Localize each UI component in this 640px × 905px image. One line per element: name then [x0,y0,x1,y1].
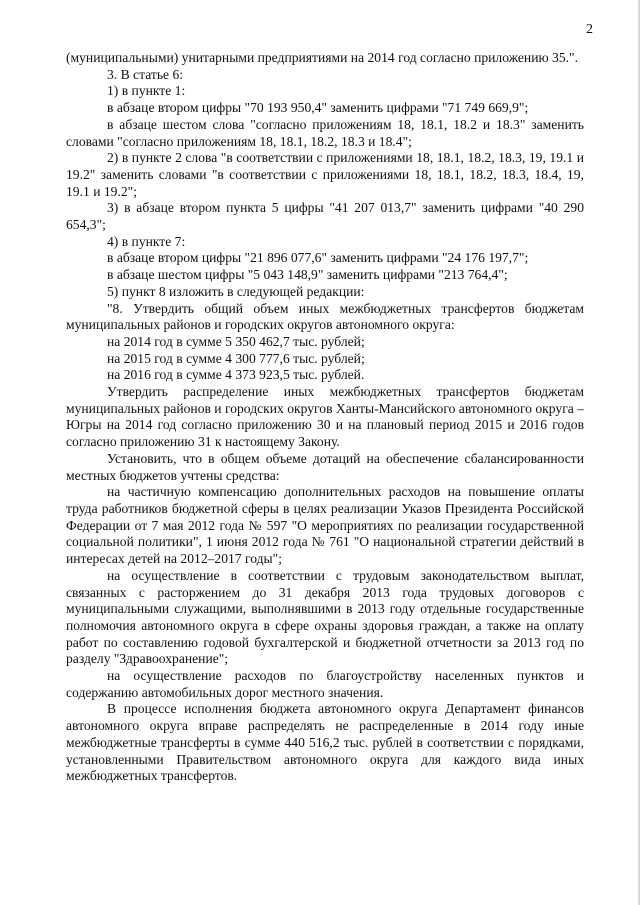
paragraph: 3. В статье 6: [107,66,184,82]
paragraph: "8. Утвердить общий объем иных межбюджетных трансфертов бюджетам муниципальных районов и городских округов автономного округа: [66,300,584,333]
paragraph: 5) пункт 8 изложить в следующей редакции: [107,283,365,299]
paragraph: В процессе исполнения бюджета автономного округа Департамент финансов автономного округа вправе распределять не распределенные в 2014 году иные межбюджетные трансферты в сумме 440 516,2 тыс. рублей в соответствии с порядками, установленными Правительством автономного округа для каждого вида иных межбюджетных трансфертов. [66,701,584,784]
paragraph: на осуществление в соответствии с трудовым законодательством выплат, связанных с расторжением до 31 декабря 2013 года трудовых договоров с муниципальными служащими, выполнявшими в 2013 году отдельные государственные полномочия автономного округа в сфере охраны здоровья граждан, а также на оплату работ по составлению годовой бухгалтерской и бюджетной отчетности за 2013 год по разделу "Здравоохранение"; [66,567,584,667]
paragraph: на 2016 год в сумме 4 373 923,5 тыс. рублей. [107,367,365,383]
paragraph: Утвердить распределение иных межбюджетных трансфертов бюджетам муниципальных районов и городских округов Ханты-Мансийского автономного округа – Югры на 2014 год согласно приложению 30 и на плановый период 2015 и 2016 годов согласно приложению 31 к настоящему Закону. [66,384,584,450]
paragraph: Установить, что в общем объеме дотаций на обеспечение сбалансированности местных бюджетов учтены средства: [66,450,584,483]
paragraph: 3) в абзаце втором пункта 5 цифры "41 207 013,7" заменить цифрами "40 290 654,3"; [66,200,584,233]
paragraph: 4) в пункте 7: [107,233,186,249]
paragraph: 1) в пункте 1: [107,83,186,99]
paragraph: в абзаце шестом слова "согласно приложениям 18, 18.1, 18.2 и 18.3" заменить словами "согласно приложениям 18, 18.1, 18.2, 18.3 и 18.4"; [66,116,584,149]
document-body [66,50,584,785]
paragraph: (муниципальными) унитарными предприятиями на 2014 год согласно приложению 35.". [66,50,578,65]
paragraph: в абзаце втором цифры "70 193 950,4" заменить цифрами "71 749 669,9"; [107,100,529,116]
paragraph: 2) в пункте 2 слова "в соответствии с приложениями 18, 18.1, 18.2, 18.3, 19, 19.1 и 19.2" заменить словами "в соответствии с приложениями 18, 18.1, 18.2, 18.3, 18.4, 19, 19.1 и 19.2"; [66,150,584,199]
paragraph: на осуществление расходов по благоустройству населенных пунктов и содержанию автомобильных дорог местного значения. [66,668,584,700]
paragraph: в абзаце шестом цифры "5 043 148,9" заменить цифрами "213 764,4"; [107,267,508,283]
paragraph: на 2015 год в сумме 4 300 777,6 тыс. рублей; [107,350,365,366]
paragraph: на частичную компенсацию дополнительных расходов на повышение оплаты труда работников бюджетной сферы в целях реализации Указов Президента Российской Федерации от 7 мая 2012 года № 597 "О мероприятиях по реализации государственной социальной политики", 1 июня 2012 года № 761 "О национальной стратегии действий в интересах детей на 2012–2017 годы"; [66,484,584,567]
page-number: 2 [586,22,593,37]
paragraph: в абзаце втором цифры "21 896 077,6" заменить цифрами "24 176 197,7"; [107,250,529,266]
paragraph: на 2014 год в сумме 5 350 462,7 тыс. рублей; [107,333,365,349]
